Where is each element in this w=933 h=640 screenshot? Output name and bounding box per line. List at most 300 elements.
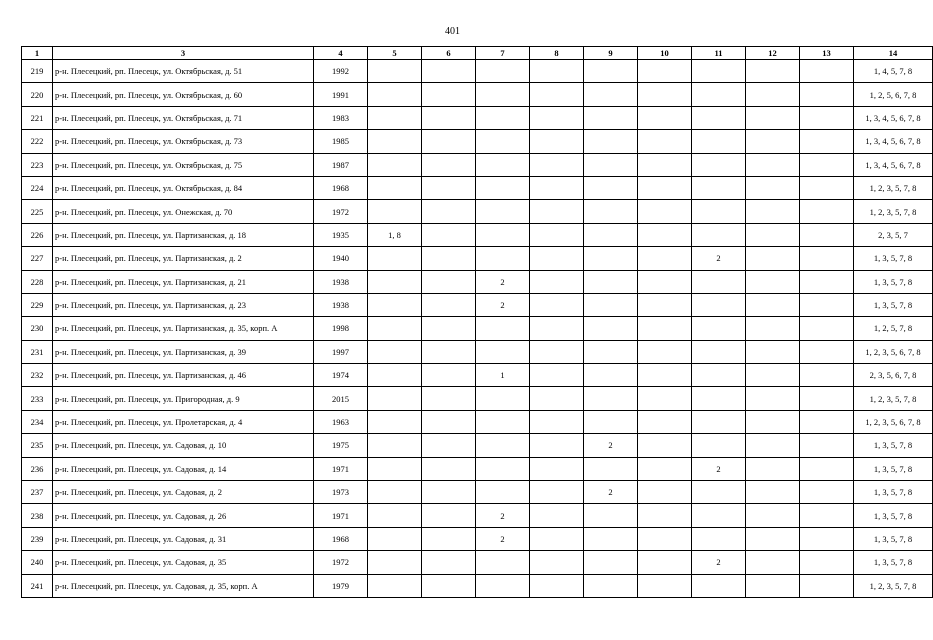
col12-cell (746, 60, 800, 83)
address-cell: р-н. Плесецкий, рп. Плесецк, ул. Садовая, д. 26 (53, 504, 314, 527)
table-row (22, 176, 933, 199)
col8-cell (530, 270, 584, 293)
table-row (22, 457, 933, 480)
col12-cell (746, 200, 800, 223)
col14-cell: 1, 2, 5, 6, 7, 8 (854, 83, 933, 106)
col14-cell: 1, 2, 3, 5, 7, 8 (854, 387, 933, 410)
year-cell: 1971 (314, 457, 368, 480)
col13-cell (800, 317, 854, 340)
col9-cell (584, 457, 638, 480)
col12-cell (746, 130, 800, 153)
col5-cell (368, 176, 422, 199)
col11-cell (692, 481, 746, 504)
col7-cell: 2 (476, 504, 530, 527)
col10-cell (638, 527, 692, 550)
col14-cell: 1, 2, 3, 5, 7, 8 (854, 176, 933, 199)
row-number: 222 (22, 130, 53, 153)
table-row (22, 481, 933, 504)
table-row (22, 293, 933, 316)
col12-cell (746, 504, 800, 527)
col5-cell (368, 481, 422, 504)
col5-cell (368, 293, 422, 316)
table-row (22, 223, 933, 246)
col12-cell (746, 364, 800, 387)
col10-cell (638, 130, 692, 153)
address-cell: р-н. Плесецкий, рп. Плесецк, ул. Партизанская, д. 35, корп. А (53, 317, 314, 340)
address-cell: р-н. Плесецкий, рп. Плесецк, ул. Садовая, д. 14 (53, 457, 314, 480)
row-number: 240 (22, 551, 53, 574)
column-header: 11 (692, 47, 746, 60)
column-header: 3 (53, 47, 314, 60)
col5-cell (368, 153, 422, 176)
address-cell: р-н. Плесецкий, рп. Плесецк, ул. Октябрьская, д. 73 (53, 130, 314, 153)
col10-cell (638, 340, 692, 363)
col11-cell (692, 176, 746, 199)
col7-cell (476, 200, 530, 223)
col13-cell (800, 387, 854, 410)
col9-cell (584, 364, 638, 387)
table-row (22, 574, 933, 597)
col10-cell (638, 153, 692, 176)
col6-cell (422, 527, 476, 550)
year-cell: 1968 (314, 527, 368, 550)
table-row (22, 410, 933, 433)
column-header: 5 (368, 47, 422, 60)
col13-cell (800, 247, 854, 270)
col11-cell: 2 (692, 247, 746, 270)
address-cell: р-н. Плесецкий, рп. Плесецк, ул. Онежская, д. 70 (53, 200, 314, 223)
col6-cell (422, 153, 476, 176)
col11-cell: 2 (692, 551, 746, 574)
col9-cell (584, 83, 638, 106)
col12-cell (746, 317, 800, 340)
col14-cell: 1, 3, 5, 7, 8 (854, 293, 933, 316)
table-row (22, 504, 933, 527)
col7-cell (476, 176, 530, 199)
col9-cell (584, 60, 638, 83)
col7-cell (476, 60, 530, 83)
col6-cell (422, 387, 476, 410)
col11-cell (692, 223, 746, 246)
col14-cell: 2, 3, 5, 6, 7, 8 (854, 364, 933, 387)
col5-cell (368, 247, 422, 270)
col8-cell (530, 364, 584, 387)
year-cell: 1979 (314, 574, 368, 597)
year-cell: 1938 (314, 293, 368, 316)
table-row (22, 317, 933, 340)
table-body (22, 60, 933, 598)
col9-cell (584, 130, 638, 153)
col10-cell (638, 410, 692, 433)
year-cell: 1983 (314, 106, 368, 129)
table-row (22, 434, 933, 457)
col9-cell (584, 106, 638, 129)
col9-cell (584, 270, 638, 293)
col7-cell (476, 130, 530, 153)
col8-cell (530, 106, 584, 129)
col12-cell (746, 176, 800, 199)
col11-cell (692, 387, 746, 410)
col14-cell: 1, 3, 5, 7, 8 (854, 270, 933, 293)
header-row (22, 47, 933, 60)
col6-cell (422, 504, 476, 527)
row-number: 238 (22, 504, 53, 527)
column-header: 7 (476, 47, 530, 60)
col14-cell: 1, 3, 5, 7, 8 (854, 504, 933, 527)
column-header: 10 (638, 47, 692, 60)
col8-cell (530, 574, 584, 597)
col11-cell (692, 340, 746, 363)
col13-cell (800, 293, 854, 316)
col9-cell (584, 176, 638, 199)
col10-cell (638, 247, 692, 270)
table-row (22, 60, 933, 83)
col7-cell (476, 410, 530, 433)
col8-cell (530, 527, 584, 550)
year-cell: 1973 (314, 481, 368, 504)
col7-cell: 1 (476, 364, 530, 387)
col7-cell (476, 481, 530, 504)
col9-cell (584, 293, 638, 316)
page-number: 401 (445, 26, 460, 37)
col10-cell (638, 481, 692, 504)
col8-cell (530, 176, 584, 199)
table-row (22, 364, 933, 387)
col6-cell (422, 270, 476, 293)
col10-cell (638, 83, 692, 106)
col13-cell (800, 504, 854, 527)
col6-cell (422, 293, 476, 316)
address-cell: р-н. Плесецкий, рп. Плесецк, ул. Октябрьская, д. 84 (53, 176, 314, 199)
col10-cell (638, 504, 692, 527)
col14-cell: 1, 3, 5, 7, 8 (854, 527, 933, 550)
col11-cell (692, 83, 746, 106)
col5-cell (368, 551, 422, 574)
col11-cell (692, 317, 746, 340)
col12-cell (746, 293, 800, 316)
table-row (22, 130, 933, 153)
col7-cell (476, 317, 530, 340)
address-cell: р-н. Плесецкий, рп. Плесецк, ул. Садовая, д. 35 (53, 551, 314, 574)
col5-cell (368, 387, 422, 410)
row-number: 230 (22, 317, 53, 340)
year-cell: 1972 (314, 551, 368, 574)
col7-cell (476, 387, 530, 410)
col13-cell (800, 527, 854, 550)
col13-cell (800, 106, 854, 129)
col11-cell (692, 200, 746, 223)
col10-cell (638, 387, 692, 410)
table-row (22, 387, 933, 410)
col8-cell (530, 340, 584, 363)
col11-cell (692, 574, 746, 597)
col10-cell (638, 317, 692, 340)
col13-cell (800, 340, 854, 363)
col6-cell (422, 434, 476, 457)
col10-cell (638, 551, 692, 574)
address-cell: р-н. Плесецкий, рп. Плесецк, ул. Садовая, д. 35, корп. А (53, 574, 314, 597)
year-cell: 2015 (314, 387, 368, 410)
col14-cell: 2, 3, 5, 7 (854, 223, 933, 246)
year-cell: 1987 (314, 153, 368, 176)
col13-cell (800, 223, 854, 246)
col7-cell (476, 153, 530, 176)
col5-cell (368, 574, 422, 597)
col13-cell (800, 481, 854, 504)
col8-cell (530, 153, 584, 176)
address-cell: р-н. Плесецкий, рп. Плесецк, ул. Пролетарская, д. 4 (53, 410, 314, 433)
column-header: 14 (854, 47, 933, 60)
row-number: 236 (22, 457, 53, 480)
column-header: 1 (22, 47, 53, 60)
col13-cell (800, 551, 854, 574)
col8-cell (530, 223, 584, 246)
year-cell: 1972 (314, 200, 368, 223)
col11-cell (692, 410, 746, 433)
col10-cell (638, 434, 692, 457)
year-cell: 1938 (314, 270, 368, 293)
col5-cell (368, 504, 422, 527)
col11-cell (692, 527, 746, 550)
col6-cell (422, 410, 476, 433)
col10-cell (638, 200, 692, 223)
col9-cell: 2 (584, 434, 638, 457)
row-number: 226 (22, 223, 53, 246)
col8-cell (530, 130, 584, 153)
address-cell: р-н. Плесецкий, рп. Плесецк, ул. Садовая, д. 10 (53, 434, 314, 457)
address-cell: р-н. Плесецкий, рп. Плесецк, ул. Партизанская, д. 23 (53, 293, 314, 316)
col10-cell (638, 364, 692, 387)
col5-cell (368, 527, 422, 550)
col14-cell: 1, 2, 3, 5, 6, 7, 8 (854, 410, 933, 433)
col10-cell (638, 270, 692, 293)
col13-cell (800, 270, 854, 293)
table-row (22, 527, 933, 550)
col8-cell (530, 387, 584, 410)
col9-cell (584, 504, 638, 527)
col14-cell: 1, 3, 5, 7, 8 (854, 434, 933, 457)
row-number: 220 (22, 83, 53, 106)
col8-cell (530, 247, 584, 270)
col12-cell (746, 223, 800, 246)
col9-cell (584, 317, 638, 340)
col5-cell (368, 106, 422, 129)
col7-cell (476, 551, 530, 574)
col11-cell (692, 270, 746, 293)
row-number: 241 (22, 574, 53, 597)
col9-cell (584, 574, 638, 597)
col12-cell (746, 457, 800, 480)
col8-cell (530, 551, 584, 574)
col9-cell: 2 (584, 481, 638, 504)
year-cell: 1975 (314, 434, 368, 457)
col11-cell (692, 106, 746, 129)
col8-cell (530, 457, 584, 480)
address-cell: р-н. Плесецкий, рп. Плесецк, ул. Октябрьская, д. 60 (53, 83, 314, 106)
column-header: 8 (530, 47, 584, 60)
col11-cell (692, 504, 746, 527)
col7-cell (476, 223, 530, 246)
col14-cell: 1, 2, 5, 7, 8 (854, 317, 933, 340)
table-row (22, 551, 933, 574)
col6-cell (422, 176, 476, 199)
col10-cell (638, 457, 692, 480)
col8-cell (530, 60, 584, 83)
col14-cell: 1, 2, 3, 5, 6, 7, 8 (854, 340, 933, 363)
col12-cell (746, 527, 800, 550)
col13-cell (800, 60, 854, 83)
col5-cell: 1, 8 (368, 223, 422, 246)
col14-cell: 1, 3, 4, 5, 6, 7, 8 (854, 153, 933, 176)
col6-cell (422, 340, 476, 363)
col8-cell (530, 317, 584, 340)
col10-cell (638, 60, 692, 83)
table-row (22, 153, 933, 176)
row-number: 223 (22, 153, 53, 176)
col9-cell (584, 551, 638, 574)
table-row (22, 200, 933, 223)
housing-table (21, 46, 933, 598)
row-number: 224 (22, 176, 53, 199)
col12-cell (746, 387, 800, 410)
address-cell: р-н. Плесецкий, рп. Плесецк, ул. Октябрьская, д. 75 (53, 153, 314, 176)
col7-cell (476, 83, 530, 106)
col6-cell (422, 574, 476, 597)
col6-cell (422, 83, 476, 106)
col13-cell (800, 364, 854, 387)
year-cell: 1991 (314, 83, 368, 106)
col13-cell (800, 434, 854, 457)
col13-cell (800, 200, 854, 223)
col5-cell (368, 457, 422, 480)
col12-cell (746, 410, 800, 433)
year-cell: 1971 (314, 504, 368, 527)
col13-cell (800, 83, 854, 106)
col6-cell (422, 106, 476, 129)
col12-cell (746, 83, 800, 106)
row-number: 219 (22, 60, 53, 83)
year-cell: 1935 (314, 223, 368, 246)
col14-cell: 1, 3, 4, 5, 6, 7, 8 (854, 130, 933, 153)
col6-cell (422, 60, 476, 83)
col10-cell (638, 176, 692, 199)
col6-cell (422, 364, 476, 387)
col10-cell (638, 293, 692, 316)
row-number: 225 (22, 200, 53, 223)
col6-cell (422, 457, 476, 480)
col11-cell (692, 60, 746, 83)
year-cell: 1998 (314, 317, 368, 340)
col6-cell (422, 247, 476, 270)
col12-cell (746, 247, 800, 270)
table-row (22, 270, 933, 293)
col14-cell: 1, 3, 5, 7, 8 (854, 247, 933, 270)
col5-cell (368, 200, 422, 223)
col14-cell: 1, 3, 5, 7, 8 (854, 481, 933, 504)
col7-cell: 2 (476, 293, 530, 316)
col7-cell (476, 247, 530, 270)
address-cell: р-н. Плесецкий, рп. Плесецк, ул. Партизанская, д. 18 (53, 223, 314, 246)
address-cell: р-н. Плесецкий, рп. Плесецк, ул. Пригородная, д. 9 (53, 387, 314, 410)
row-number: 235 (22, 434, 53, 457)
col9-cell (584, 410, 638, 433)
col5-cell (368, 130, 422, 153)
col9-cell (584, 200, 638, 223)
year-cell: 1974 (314, 364, 368, 387)
col9-cell (584, 247, 638, 270)
col7-cell (476, 434, 530, 457)
year-cell: 1963 (314, 410, 368, 433)
column-header: 12 (746, 47, 800, 60)
col8-cell (530, 410, 584, 433)
col5-cell (368, 410, 422, 433)
col6-cell (422, 481, 476, 504)
column-header: 4 (314, 47, 368, 60)
address-cell: р-н. Плесецкий, рп. Плесецк, ул. Октябрьская, д. 71 (53, 106, 314, 129)
col7-cell: 2 (476, 270, 530, 293)
col9-cell (584, 153, 638, 176)
col5-cell (368, 364, 422, 387)
col6-cell (422, 317, 476, 340)
col13-cell (800, 176, 854, 199)
col7-cell (476, 340, 530, 363)
col7-cell: 2 (476, 527, 530, 550)
year-cell: 1968 (314, 176, 368, 199)
col12-cell (746, 106, 800, 129)
col13-cell (800, 410, 854, 433)
col5-cell (368, 340, 422, 363)
col12-cell (746, 551, 800, 574)
col14-cell: 1, 2, 3, 5, 7, 8 (854, 574, 933, 597)
address-cell: р-н. Плесецкий, рп. Плесецк, ул. Партизанская, д. 21 (53, 270, 314, 293)
col11-cell (692, 130, 746, 153)
col9-cell (584, 527, 638, 550)
address-cell: р-н. Плесецкий, рп. Плесецк, ул. Партизанская, д. 2 (53, 247, 314, 270)
year-cell: 1940 (314, 247, 368, 270)
col6-cell (422, 130, 476, 153)
row-number: 234 (22, 410, 53, 433)
col7-cell (476, 574, 530, 597)
col8-cell (530, 83, 584, 106)
col12-cell (746, 574, 800, 597)
col11-cell (692, 364, 746, 387)
address-cell: р-н. Плесецкий, рп. Плесецк, ул. Партизанская, д. 39 (53, 340, 314, 363)
row-number: 237 (22, 481, 53, 504)
col10-cell (638, 223, 692, 246)
col5-cell (368, 317, 422, 340)
col6-cell (422, 200, 476, 223)
year-cell: 1992 (314, 60, 368, 83)
col5-cell (368, 270, 422, 293)
col6-cell (422, 223, 476, 246)
col11-cell (692, 153, 746, 176)
col8-cell (530, 200, 584, 223)
column-header: 6 (422, 47, 476, 60)
col8-cell (530, 434, 584, 457)
col13-cell (800, 574, 854, 597)
col11-cell (692, 293, 746, 316)
col5-cell (368, 60, 422, 83)
col14-cell: 1, 3, 5, 7, 8 (854, 551, 933, 574)
col11-cell: 2 (692, 457, 746, 480)
column-header: 13 (800, 47, 854, 60)
address-cell: р-н. Плесецкий, рп. Плесецк, ул. Октябрьская, д. 51 (53, 60, 314, 83)
col10-cell (638, 574, 692, 597)
row-number: 232 (22, 364, 53, 387)
address-cell: р-н. Плесецкий, рп. Плесецк, ул. Партизанская, д. 46 (53, 364, 314, 387)
address-cell: р-н. Плесецкий, рп. Плесецк, ул. Садовая, д. 2 (53, 481, 314, 504)
col6-cell (422, 551, 476, 574)
